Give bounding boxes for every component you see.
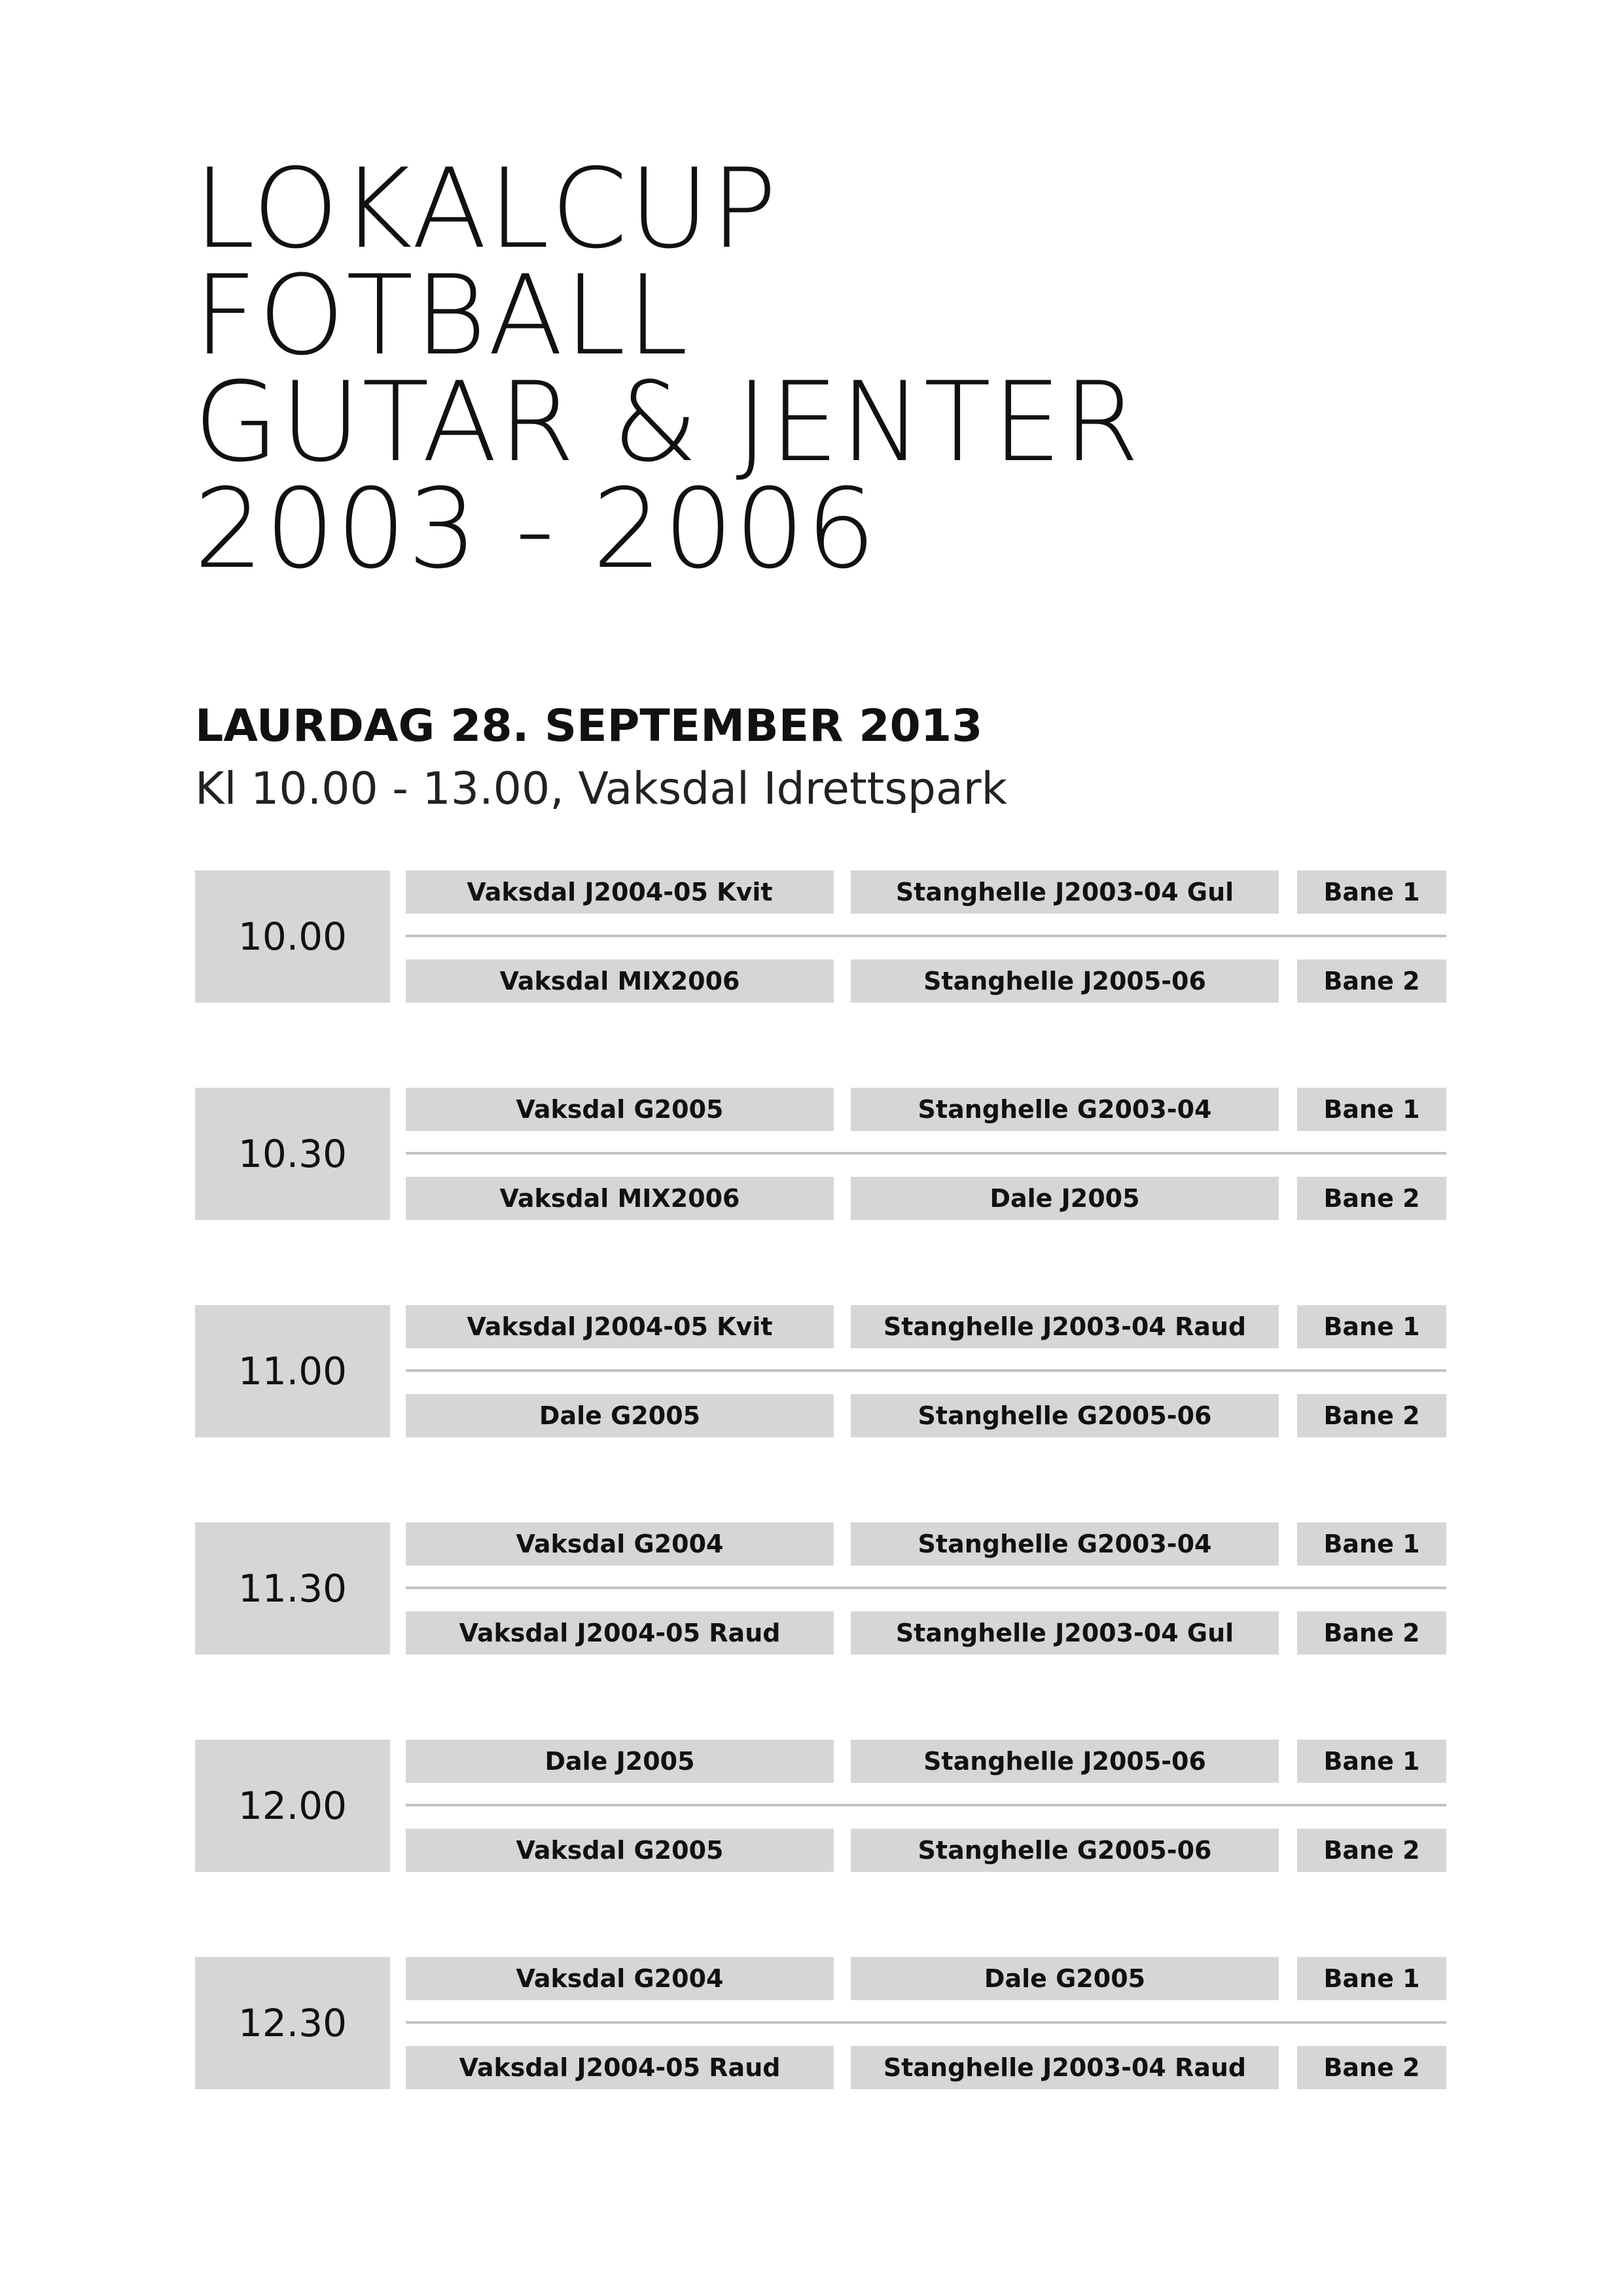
schedule-slot <box>195 1088 1446 1220</box>
field-label: Bane 1 <box>1297 1740 1446 1783</box>
away-team: Stanghelle J2005-06 <box>851 960 1279 1003</box>
away-team: Stanghelle J2003-04 Gul <box>851 1611 1279 1655</box>
away-team: Stanghelle G2003-04 <box>851 1088 1279 1131</box>
home-team: Vaksdal J2004-05 Raud <box>406 1611 834 1655</box>
away-team: Stanghelle J2003-04 Raud <box>851 1305 1279 1348</box>
schedule-slot <box>195 1740 1446 1872</box>
away-team: Stanghelle J2003-04 Gul <box>851 870 1279 914</box>
field-label: Bane 1 <box>1297 1522 1446 1566</box>
field-label: Bane 1 <box>1297 1088 1446 1131</box>
event-date: LAURDAG 28. SEPTEMBER 2013 <box>195 700 983 752</box>
home-team: Vaksdal MIX2006 <box>406 960 834 1003</box>
field-label: Bane 2 <box>1297 1829 1446 1872</box>
away-team: Dale J2005 <box>851 1177 1279 1220</box>
field-label: Bane 1 <box>1297 1305 1446 1348</box>
away-team: Dale G2005 <box>851 1957 1279 2000</box>
home-team: Vaksdal G2004 <box>406 1957 834 2000</box>
field-label: Bane 2 <box>1297 1611 1446 1655</box>
event-details: Kl 10.00 - 13.00, Vaksdal Idrettspark <box>195 763 1007 815</box>
field-label: Bane 1 <box>1297 870 1446 914</box>
divider <box>406 1587 1446 1589</box>
home-team: Vaksdal MIX2006 <box>406 1177 834 1220</box>
field-label: Bane 2 <box>1297 1177 1446 1220</box>
away-team: Stanghelle G2005-06 <box>851 1829 1279 1872</box>
title-line: FOTBALL <box>194 251 690 380</box>
home-team: Vaksdal G2004 <box>406 1522 834 1566</box>
title-line: 2003 - 2006 <box>194 465 878 593</box>
time-label: 11.00 <box>195 1305 390 1437</box>
home-team: Vaksdal J2004-05 Kvit <box>406 1305 834 1348</box>
away-team: Stanghelle G2005-06 <box>851 1394 1279 1437</box>
schedule-slot <box>195 1305 1446 1437</box>
divider <box>406 935 1446 937</box>
page-title <box>194 145 1141 593</box>
home-team: Vaksdal J2004-05 Raud <box>406 2046 834 2089</box>
divider <box>406 2021 1446 2024</box>
home-team: Vaksdal J2004-05 Kvit <box>406 870 834 914</box>
field-label: Bane 2 <box>1297 960 1446 1003</box>
home-team: Dale J2005 <box>406 1740 834 1783</box>
away-team: Stanghelle G2003-04 <box>851 1522 1279 1566</box>
title-line: GUTAR & JENTER <box>194 358 1141 486</box>
home-team: Vaksdal G2005 <box>406 1829 834 1872</box>
field-label: Bane 2 <box>1297 2046 1446 2089</box>
time-label: 10.00 <box>195 870 390 1003</box>
schedule-slot <box>195 1522 1446 1655</box>
time-label: 10.30 <box>195 1088 390 1220</box>
away-team: Stanghelle J2005-06 <box>851 1740 1279 1783</box>
time-label: 12.00 <box>195 1740 390 1872</box>
title-line: LOKALCUP <box>194 145 779 273</box>
schedule-slot <box>195 1957 1446 2089</box>
divider <box>406 1152 1446 1155</box>
time-label: 11.30 <box>195 1522 390 1655</box>
schedule-slot <box>195 870 1446 1003</box>
field-label: Bane 1 <box>1297 1957 1446 2000</box>
divider <box>406 1369 1446 1372</box>
home-team: Dale G2005 <box>406 1394 834 1437</box>
away-team: Stanghelle J2003-04 Raud <box>851 2046 1279 2089</box>
divider <box>406 1804 1446 1806</box>
home-team: Vaksdal G2005 <box>406 1088 834 1131</box>
time-label: 12.30 <box>195 1957 390 2089</box>
field-label: Bane 2 <box>1297 1394 1446 1437</box>
